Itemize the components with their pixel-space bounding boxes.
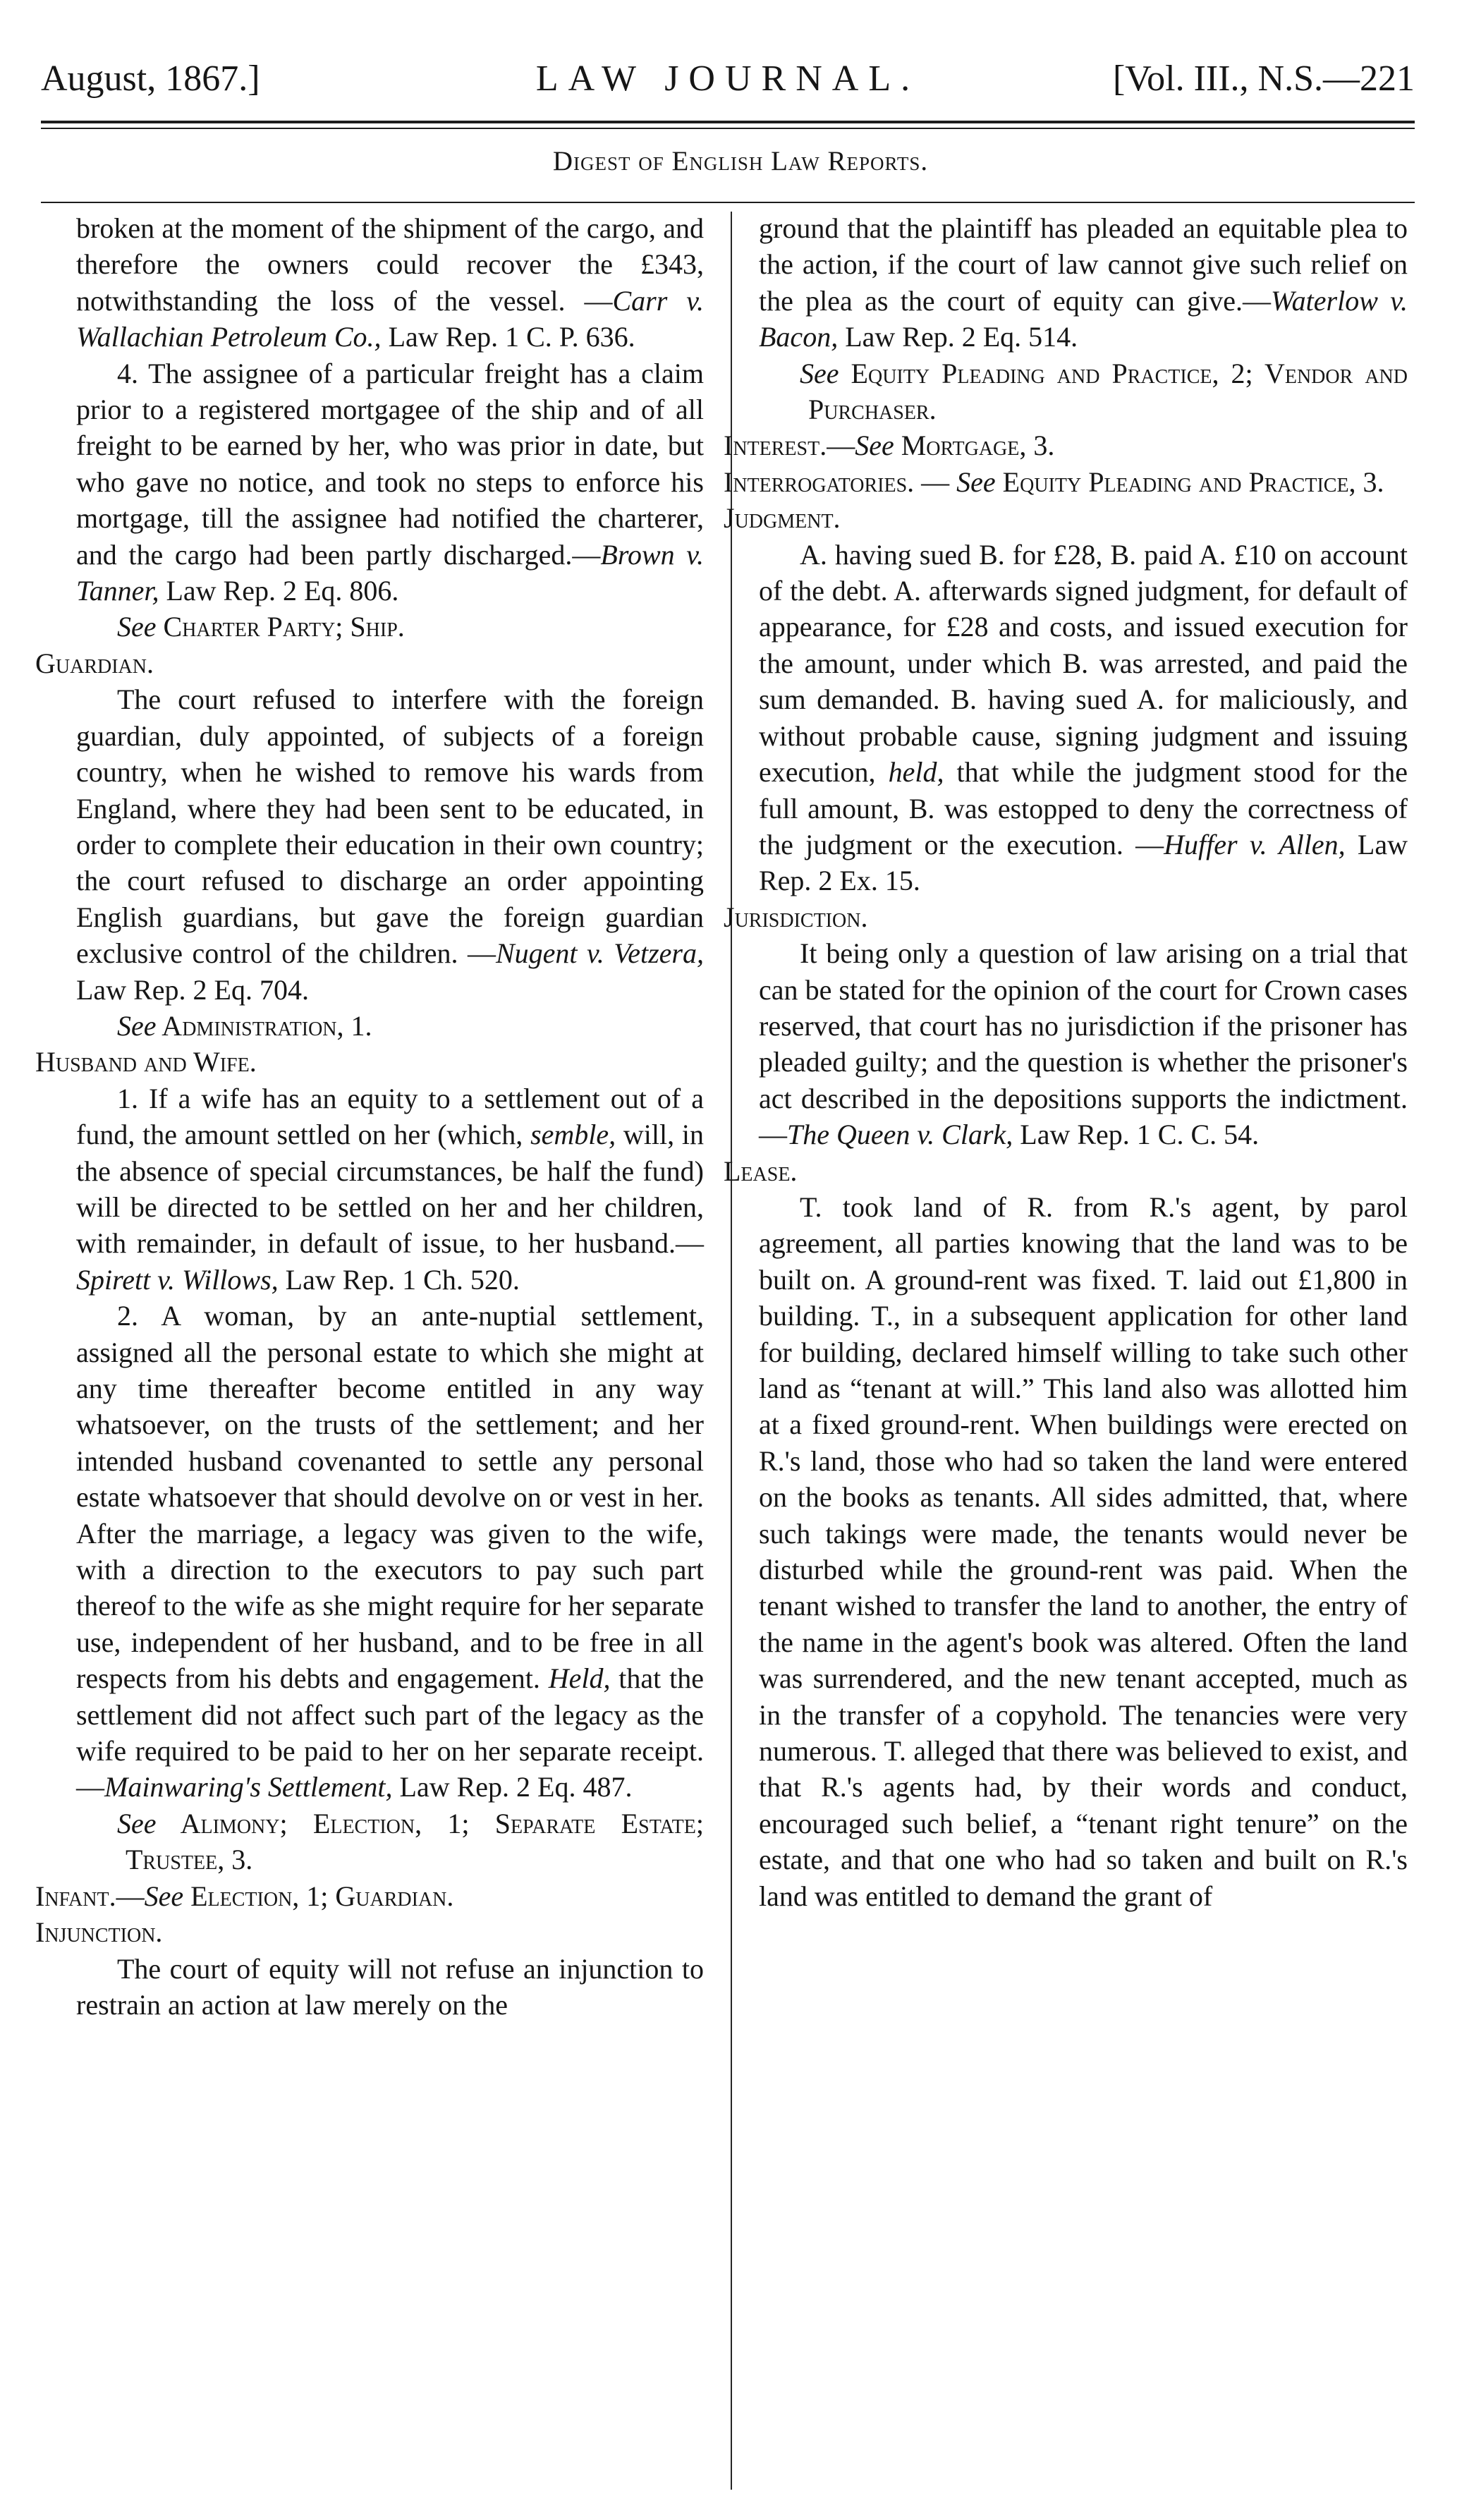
cross-reference: See Alimony; Election, 1; Separate Estate; Trustee, 3.: [117, 1807, 704, 1876]
issue-date: August, 1867.]: [41, 59, 260, 99]
volume-page-number: [Vol. III., N.S.—221: [1112, 59, 1415, 99]
case-name: Huffer v. Allen,: [1164, 828, 1346, 860]
digest-heading-xref: Interest.—See Mortgage, 3.: [724, 430, 1055, 462]
citation: Law Rep. 1 C. C. 54.: [1013, 1119, 1260, 1151]
cross-reference: See Equity Pleading and Practice, 2; Vendor and Purchaser.: [800, 357, 1408, 426]
case-name: Nugent v. Vetzera,: [495, 937, 704, 970]
case-name: Brown v. Tanner,: [76, 538, 705, 607]
digest-heading: Guardian.: [35, 647, 154, 679]
digest-entry: broken at the moment of the shipment of the cargo, and therefore the owners could recover the £343, notwithstanding the loss of the vessel. —Carr v. Wallachian Petroleum Co., Law Rep. 1 C. P. 636.: [76, 212, 704, 353]
digest-entry: The court refused to interfere with the foreign guardian, duly appointed, of subjects of a foreign country, when he wished to remove his wards from England, where they had been sent to be educated, in order to complete their education in their own country; the court refused to discharge an order appointing English guardians, but gave the foreign guardian exclusive control of the children. —Nugent v. Vetzera, Law Rep. 2 Eq. 704.: [76, 683, 704, 1006]
header-rule-thick: [41, 121, 1415, 123]
citation: Law Rep. 1 Ch. 520.: [278, 1263, 520, 1296]
digest-entry: 1. If a wife has an equity to a settlement out of a fund, the amount settled on her (which, semble, will, in the absence of special circumstances, be half the fund) will be directed to be settled on her and her children, with remainder, in default of issue, to her husband.—Spirett v. Willows, Law Rep. 1 Ch. 520.: [76, 1082, 705, 1296]
section-rule: [41, 202, 1415, 203]
cross-reference: See Charter Party; Ship.: [117, 611, 405, 643]
cross-reference: See Administration, 1.: [117, 1009, 372, 1042]
citation: Law Rep. 1 C. P. 636.: [381, 321, 635, 353]
case-name: Spirett v. Willows,: [76, 1263, 279, 1296]
citation: Law Rep. 2 Eq. 806.: [159, 575, 399, 607]
digest-entry: ground that the plaintiff has pleaded an equitable plea to the action, if the court of law cannot give such relief on the plea as the court of equity can give.—Waterlow v. Bacon, Law Rep. 2 Eq. 514.: [759, 212, 1408, 353]
case-name: Mainwaring's Settlement,: [104, 1771, 393, 1803]
digest-entry: T. took land of R. from R.'s agent, by parol agreement, all parties knowing that the land was to be built on. A ground-rent was fixed. T. laid out £1,800 in building. T., in a subsequent application for other land for building, declared himself willing to take such other land as “tenant at will.” This land also was allotted him at a fixed ground-rent. When buildings were erected on R.'s land, those who had so taken the land were entered on the books as tenants. All sides admitted, that, where such takings were made, the tenants would never be disturbed while the ground-rent was paid. When the tenant wished to transfer the land to another, the entry of the name in the agent's book was altered. Often the land was surrendered, and the new tenant accepted, much as in the transfer of a copyhold. The tenancies were very numerous. T. alleged that there was believed to exist, and that R.'s agents had, by their words and conduct, encouraged such belief, a “tenant right tenure” on the estate, and that one who had so taken and built on R.'s land was entitled to demand the grant of: [759, 1191, 1408, 1912]
digest-entry: 2. A woman, by an ante-nuptial settlement, assigned all the personal estate to which she might at any time thereafter become entitled in any way whatsoever, on the trusts of the settlement; and her intended husband covenanted to settle any personal estate whatsoever that should devolve on or vest in her. After the marriage, a legacy was given to the wife, with a direction to the executors to pay such part thereof to the wife as she might require for her separate use, independent of her husband, and to be free in all respects from his debts and engagement. Held, that the settlement did not affect such part of the legacy as the wife required to be paid to her on her separate receipt. —Mainwaring's Settlement, Law Rep. 2 Eq. 487.: [76, 1300, 704, 1803]
digest-heading: Injunction.: [35, 1916, 163, 1949]
journal-title: LAW JOURNAL.: [535, 59, 920, 99]
digest-heading: Lease.: [724, 1155, 798, 1187]
digest-heading: Husband and Wife.: [35, 1046, 257, 1078]
left-column: [35, 210, 705, 2023]
citation: Law Rep. 2 Eq. 514.: [838, 321, 1078, 353]
digest-entry: 4. The assignee of a particular freight has a claim prior to a registered mortgagee of the ship and of all freight to be earned by her, who was prior in date, but who gave no notice, and took no steps to enforce his mortgage, till the assignee had notified the charterer, and the cargo had been partly discharged.—Brown v. Tanner, Law Rep. 2 Eq. 806.: [76, 357, 705, 607]
section-title: Digest of English Law Reports.: [552, 146, 929, 176]
right-column: [724, 210, 1408, 1914]
case-name: Waterlow v. Bacon,: [759, 284, 1408, 353]
citation: Law Rep. 2 Eq. 704.: [76, 973, 309, 1006]
case-name: Carr v. Wallachian Petroleum Co.,: [76, 284, 704, 353]
digest-entry: A. having sued B. for £28, B. paid A. £10 on account of the debt. A. afterwards signed judgment, for default of appearance, for £28 and costs, and issued execution for the amount, under which B. was arrested, and paid the sum demanded. B. having sued A. for maliciously, and without probable cause, signing judgment and issuing execution, held, that while the judgment stood for the full amount, B. was estopped to deny the correctness of the judgment or the execution. —Huffer v. Allen, Law Rep. 2 Ex. 15.: [759, 538, 1408, 897]
digest-heading-xref: Infant.—See Election, 1; Guardian.: [35, 1880, 454, 1912]
citation: Law Rep. 2 Ex. 15.: [759, 828, 1408, 897]
digest-heading: Judgment.: [724, 502, 841, 535]
digest-entry: It being only a question of law arising on a trial that can be stated for the opinion of the court for Crown cases reserved, that court has no jurisdiction if the prisoner has pleaded guilty; and the question is whether the prisoner's act described in the depositions supports the indictment. —The Queen v. Clark, Law Rep. 1 C. C. 54.: [759, 937, 1408, 1151]
header-rule-thin: [41, 128, 1415, 129]
column-divider: [731, 212, 732, 2490]
digest-heading: Jurisdiction.: [724, 901, 868, 933]
digest-heading-xref: Interrogatories. — See Equity Pleading and Practice, 3.: [724, 465, 1384, 498]
case-name: The Queen v. Clark,: [787, 1119, 1013, 1151]
citation: Law Rep. 2 Eq. 487.: [392, 1771, 633, 1803]
digest-entry: The court of equity will not refuse an injunction to restrain an action at law merely on the: [76, 1952, 704, 2021]
